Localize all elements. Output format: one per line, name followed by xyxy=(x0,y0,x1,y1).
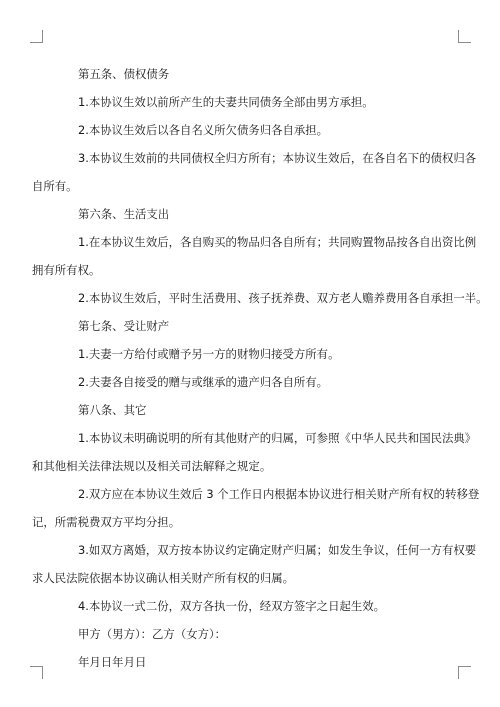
article-5-clause-1: 1.本协议生效以前所产生的夫妻共同债务全部由男方承担。 xyxy=(78,95,374,109)
article-7-clause-1: 1.夫妻一方给付或赠予另一方的财物归接受方所有。 xyxy=(78,347,340,361)
article-6-heading: 第六条、生活支出 xyxy=(78,207,170,221)
article-6-clause-2: 2.本协议生效后，平时生活费用、孩子抚养费、双方老人赡养费用各自承担一半。 xyxy=(78,291,488,305)
article-5-heading: 第五条、债权债务 xyxy=(78,67,170,81)
article-8-clause-4: 4.本协议一式二份，双方各执一份，经双方签字之日起生效。 xyxy=(78,599,386,613)
signature-dates: 年月日年月日 xyxy=(78,655,147,669)
article-8-heading: 第八条、其它 xyxy=(78,403,147,417)
margin-corner-mark xyxy=(458,666,471,679)
article-5-clause-3-cont: 自所有。 xyxy=(32,179,78,193)
article-7-heading: 第七条、受让财产 xyxy=(78,319,170,333)
article-5-clause-3: 3.本协议生效前的共同债权全归方所有；本协议生效后，在各自名下的债权归各 xyxy=(78,151,477,165)
article-6-clause-1-cont: 拥有所有权。 xyxy=(32,263,101,277)
margin-corner-mark xyxy=(30,30,43,43)
signature-parties: 甲方（男方）：乙方（女方）： xyxy=(78,627,227,641)
article-7-clause-2: 2.夫妻各自接受的赠与或继承的遗产归各自所有。 xyxy=(78,375,329,389)
margin-corner-mark xyxy=(458,30,471,43)
article-5-clause-2: 2.本协议生效后以各自名义所欠债务归各自承担。 xyxy=(78,123,329,137)
article-6-clause-1: 1.在本协议生效后，各自购买的物品归各自所有；共同购置物品按各自出资比例 xyxy=(78,235,477,249)
article-8-clause-2-cont: 记，所需税费双方平均分担。 xyxy=(32,515,181,529)
article-8-clause-3: 3.如双方离婚，双方按本协议约定确定财产归属；如发生争议，任何一方有权要 xyxy=(78,543,477,557)
article-8-clause-2: 2.双方应在本协议生效后 3 个工作日内根据本协议进行相关财产所有权的转移登 xyxy=(78,487,480,501)
article-8-clause-1-cont: 和其他相关法律法规以及相关司法解释之规定。 xyxy=(32,459,272,473)
article-8-clause-3-cont: 求人民法院依据本协议确认相关财产所有权的归属。 xyxy=(32,571,294,585)
margin-corner-mark xyxy=(30,666,43,679)
article-8-clause-1: 1.本协议未明确说明的所有其他财产的归属，可参照《中华人民共和国民法典》 xyxy=(78,431,477,445)
